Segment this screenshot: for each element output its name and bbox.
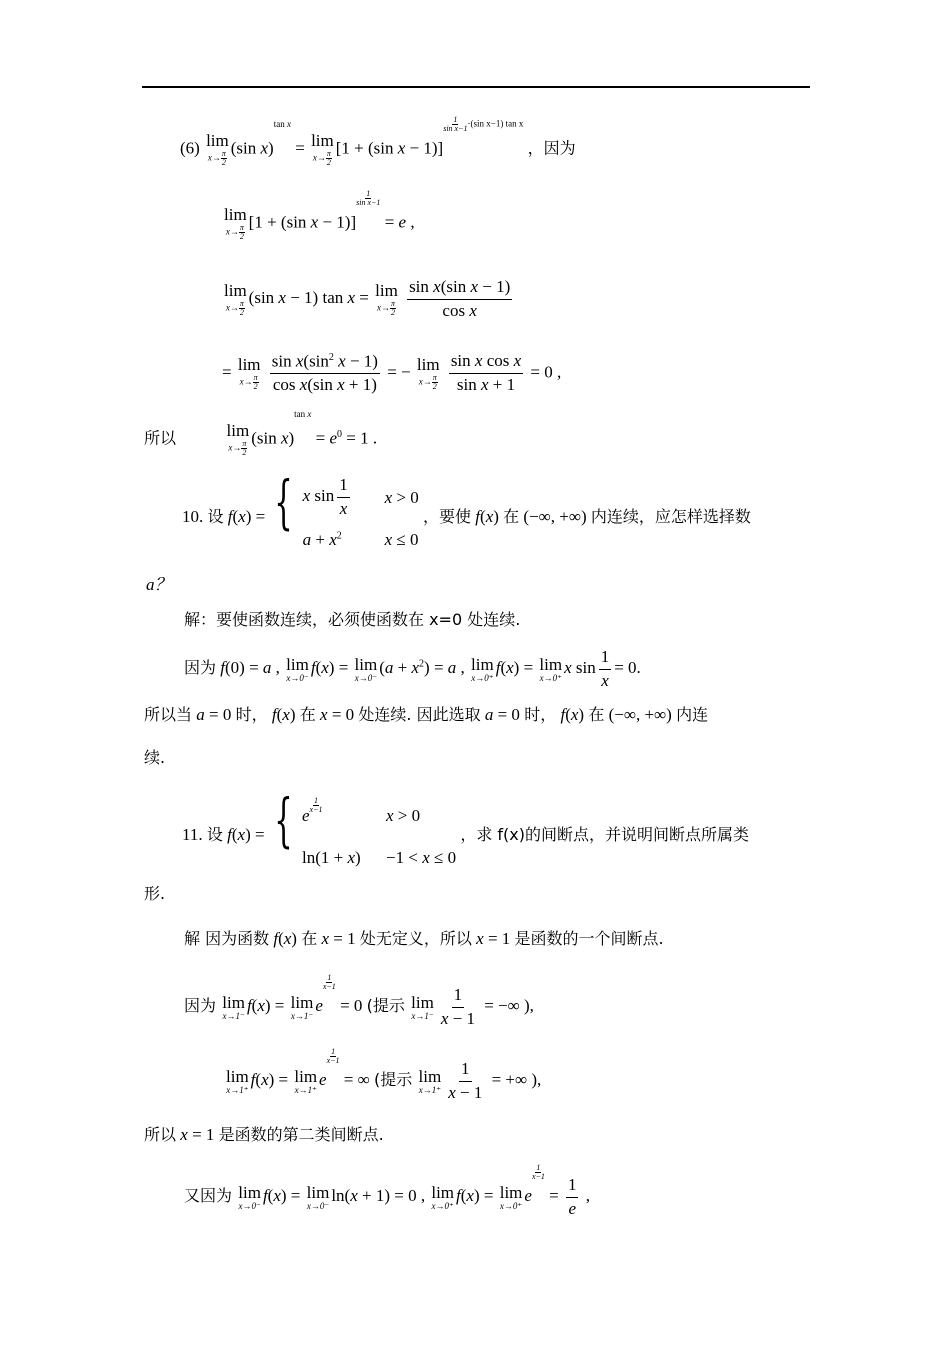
hint-open-1: (提示	[366, 996, 405, 1016]
q10-in: 在	[503, 506, 520, 526]
q11-task-end: 形.	[144, 884, 166, 903]
q10-number: 10.	[182, 506, 204, 526]
q10-set: 设	[207, 506, 224, 526]
sol11-i3: 处无定义，所以	[359, 929, 472, 948]
p6-because: ，因为	[527, 138, 576, 158]
p6-conclusion: 所以 lim x→ $\frac{\pi}{2}$ (sin x)tan $x = e^0 = 1$ .	[144, 409, 378, 457]
sol11-zero-limits: 又因为 lim x→0⁻ f(x) = lim x→0⁻ ln(x + 1) = 0 , lim x→0⁺ f(x) = lim x→0⁺ e $\frac{1}{x-1}$ = $\frac{1}{e}$ ,	[184, 1163, 590, 1218]
hint-open-2: (提示	[374, 1070, 413, 1090]
sol11-i2: 在	[301, 929, 318, 948]
sol11-i4: 是函数的一个间断点.	[514, 929, 664, 948]
q10-task-end: 内连续，应怎样选择数	[590, 506, 751, 526]
sol10-c3: 在	[299, 705, 316, 724]
sol11-right-limit: lim x→1⁺ f(x) = lim x→1⁺ e $\frac{1}{x-1}$ = ∞ (提示 lim x→1⁺ $\frac{1}{x - 1}$ = +∞ ),	[226, 1047, 542, 1102]
sol11-i1: 解 因为函数	[184, 929, 270, 948]
sol11-left-limit: 因为 lim x→1⁻ f(x) = lim x→1⁻ e $\frac{1}{x-1}$ = 0 (提示 lim x→1⁻ $\frac{1}{x - 1}$ = −∞ ),	[184, 973, 534, 1028]
sol11-also: 又因为	[184, 1186, 233, 1206]
q10-a: a？	[146, 575, 172, 594]
p6-limit-e: lim x→ $\frac{\pi}{2}$ [1 + (sin x − 1)] $\frac{1}{\text{sin x−1}}$ = e ,	[224, 189, 415, 241]
q10-statement: 10. 设 f(x) = { x sin $\frac{1}{x}$ x > 0 $a + x^2$ x ≤ 0 ，要使 f(x) 在 (−∞, +∞) 内连续，应怎样选择数	[182, 467, 751, 549]
q11-set: 设	[206, 824, 223, 844]
sol10-c1: 所以当	[144, 705, 193, 724]
sol10-because: 因为	[184, 658, 217, 678]
q11-number: 11.	[182, 824, 203, 844]
sol10-c4: 处连续. 因此选取	[358, 705, 481, 724]
header-rule	[142, 86, 810, 88]
p6-label: (6)	[180, 138, 200, 158]
q11-statement: 11. 设 f(x) = { e $\frac{1}{x-1}$ x > 0 ln(1 + x) −1 < x ≤ 0 ，求 f(x)的间断点，并说明间断点所属类	[182, 785, 750, 867]
sol11-c1: 所以	[144, 1125, 177, 1144]
hint-close-1: ),	[524, 996, 534, 1016]
sol10-conclusion-end: 续.	[144, 748, 166, 767]
hint-close-2: ),	[531, 1070, 542, 1090]
sol10-limits: 因为 f(0) = a , lim x→0⁻ f(x) = lim x→0⁻ $(a + x^2) = a$ , lim x→0⁺ f(x) = lim x→0⁺ x sin $\frac{1}{x}$ = 0.	[184, 647, 641, 690]
sol11-intro: 解 因为函数 f(x) 在 x = 1 处无定义，所以 x = 1 是函数的一个间断点.	[184, 929, 664, 948]
q11-task: ，求 f(x)的间断点，并说明间断点所属类	[460, 824, 750, 844]
p6-limit-tan: lim x→ $\frac{\pi}{2}$ (sin x − 1) tan x = lim x→ $\frac{\pi}{2}$ $\frac{\text{sin x(sin x − 1)}}{\text{cos x}}$	[224, 277, 511, 320]
so-label: 所以	[144, 428, 177, 448]
sol11-because: 因为	[184, 996, 217, 1016]
sol10-c5: 时，	[524, 705, 557, 724]
sol10-c6: 在	[588, 705, 605, 724]
sol11-conclusion: 所以 x = 1 是函数的第二类间断点.	[144, 1125, 384, 1144]
sol10-conclusion: 所以当 a = 0 时， f(x) 在 x = 0 处连续. 因此选取 a = 0 时， f(x) 在 (−∞, +∞) 内连	[144, 705, 709, 724]
q10-task: ，要使	[423, 506, 472, 526]
sol10-c7: 内连	[676, 705, 709, 724]
sol10-c2: 时，	[235, 705, 268, 724]
p6-limit-simplified: = lim x→ $\frac{\pi}{2}$ $\frac{\sin x(\sin^2 x - 1)}{\text{cos x(sin x + 1)}}$ = − lim x→ $\frac{\pi}{2}$ $\frac{\text{sin x cos x}}{\text{sin x + 1}}$ = 0 ,	[222, 351, 562, 395]
sol11-c2: 是函数的第二类间断点.	[218, 1125, 384, 1144]
sol10-intro: 解：要使函数连续，必须使函数在 x=0 处连续.	[184, 610, 521, 629]
p6-equation: (6) lim x→ $\frac{\pi}{2}$ (sin x)tan x = lim x→ $\frac{\pi}{2}$ [1 + (sin x − 1)] $\frac{1}{\text{sin x−1}}$ ·(sin x−1) tan x ，因为	[180, 115, 576, 167]
